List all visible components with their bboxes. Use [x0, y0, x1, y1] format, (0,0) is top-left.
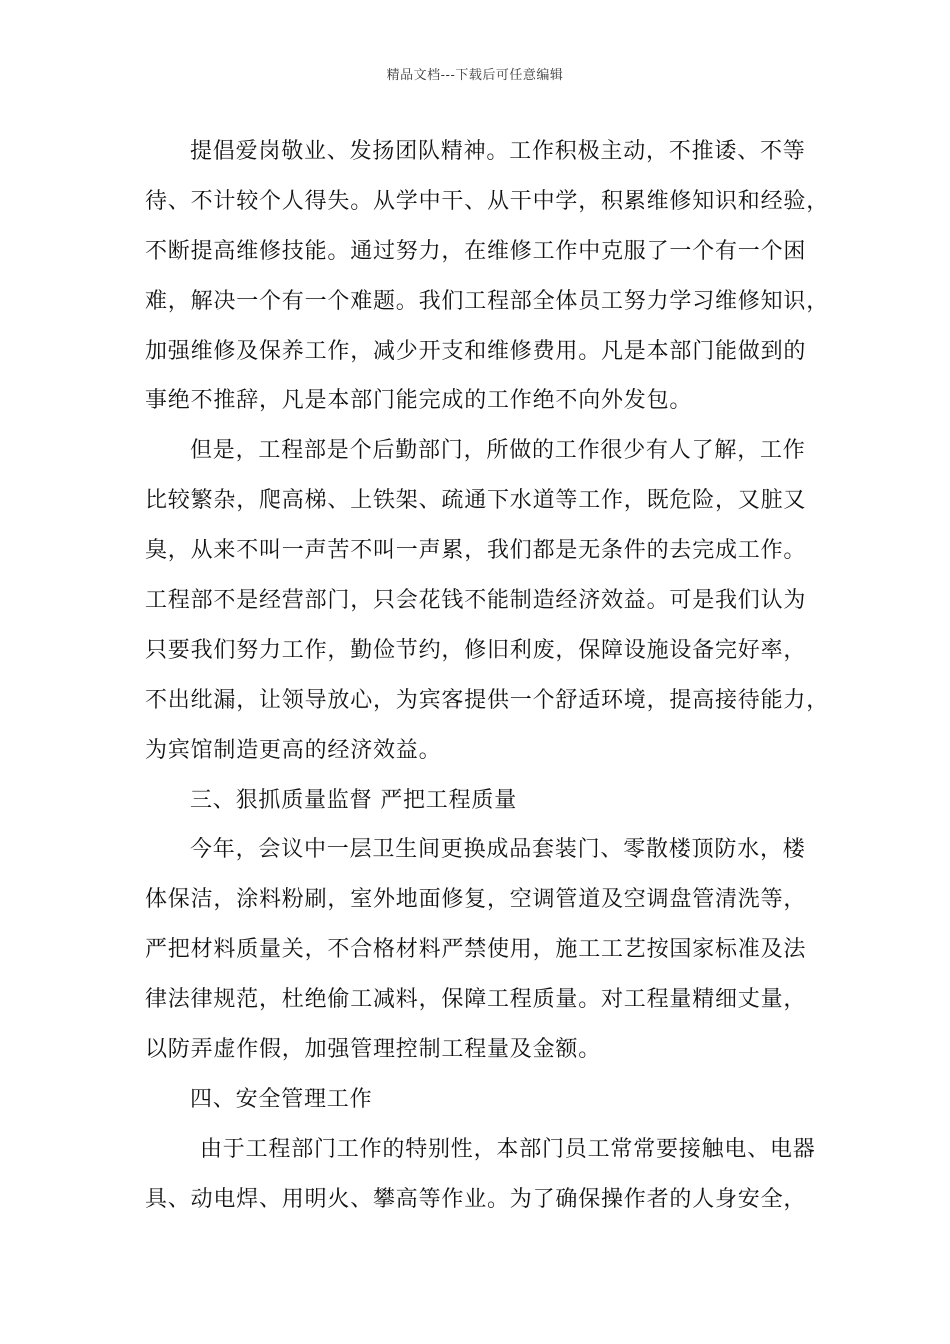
paragraph-line: 严把材料质量关，不合格材料严禁使用，施工工艺按国家标准及法 [145, 937, 807, 963]
section-heading: 三、狠抓质量监督 严把工程质量 [190, 787, 517, 813]
paragraph-line: 为宾馆制造更高的经济效益。 [145, 737, 442, 763]
paragraph-line: 事绝不推辞，凡是本部门能完成的工作绝不向外发包。 [145, 388, 693, 414]
paragraph-line: 待、不计较个人得失。从学中干、从干中学，积累维修知识和经验， [145, 188, 830, 214]
document-body [145, 133, 830, 1231]
paragraph-line: 只要我们努力工作，勤俭节约，修旧利废，保障设施设备完好率， [145, 637, 807, 663]
paragraph-line: 工程部不是经营部门，只会花钱不能制造经济效益。可是我们认为 [145, 588, 807, 614]
paragraph-line: 具、动电焊、用明火、攀高等作业。为了确保操作者的人身安全， [145, 1186, 807, 1212]
paragraph-line: 加强维修及保养工作，减少开支和维修费用。凡是本部门能做到的 [145, 338, 807, 364]
paragraph-line: 但是，工程部是个后勤部门，所做的工作很少有人了解，工作 [190, 438, 806, 464]
paragraph-line: 由于工程部门工作的特别性，本部门员工常常要接触电、电器 [200, 1136, 816, 1162]
paragraph-line: 难，解决一个有一个难题。我们工程部全体员工努力学习维修知识， [145, 288, 830, 314]
paragraph-line: 不出纰漏，让领导放心，为宾客提供一个舒适环境，提高接待能力， [145, 687, 830, 713]
paragraph-line: 比较繁杂，爬高梯、上铁架、疏通下水道等工作，既危险，又脏又 [145, 488, 807, 514]
paragraph-line: 体保洁，涂料粉刷，室外地面修复，空调管道及空调盘管清洗等， [145, 887, 807, 913]
paragraph-line: 提倡爱岗敬业、发扬团队精神。工作积极主动，不推诿、不等 [190, 139, 806, 164]
paragraph-line: 不断提高维修技能。通过努力，在维修工作中克服了一个有一个困 [145, 238, 807, 264]
paragraph-line: 律法律规范，杜绝偷工减料，保障工程质量。对工程量精细丈量， [145, 987, 807, 1013]
page-header: 精品文档---下载后可任意编辑 [386, 68, 564, 83]
paragraph-line: 臭，从来不叫一声苦不叫一声累，我们都是无条件的去完成工作。 [145, 538, 807, 564]
paragraph-line: 今年，会议中一层卫生间更换成品套装门、零散楼顶防水，楼 [190, 837, 806, 863]
section-heading: 四、安全管理工作 [190, 1086, 373, 1112]
paragraph-line: 以防弄虚作假，加强管理控制工程量及金额。 [145, 1037, 602, 1063]
